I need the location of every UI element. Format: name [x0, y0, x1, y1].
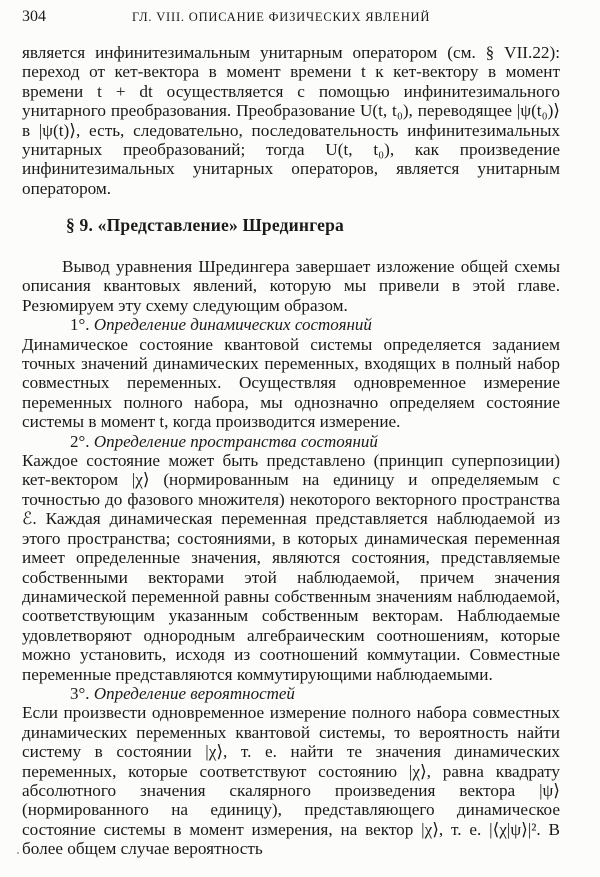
intro-text-block [22, 43, 560, 198]
item-1-paragraph: Динамическое состояние квантовой системы определяется заданием точных значений динамических переменных, входящих в полный набор совместных переменных. Осуществляя одновременное измерение переменных полного набора, мы однозначно определяем состояние системы в момент t, когда производится измерение. [22, 334, 560, 432]
section-body [22, 257, 560, 859]
item-2-heading [22, 432, 560, 451]
lead-paragraph: Вывод уравнения Шредингера завершает изложение общей схемы описания квантовых явлений, которую мы привели в этой главе. Резюмируем эту схему следующим образом. [22, 257, 560, 315]
item-3-title: Определение вероятностей [93, 683, 295, 703]
intro-paragraph: является инфинитезимальным унитарным оператором (см. § VII.22): переход от кет-вектора в момент времени t к кет-вектору в момент времени t + dt осуществляется с помощью инфинитезимального унитарного преобразования. Преобразование U(t, t₀), переводящее |ψ(t₀)⟩ в |ψ(t)⟩, есть, следовательно, последовательность инфинитезимальных унитарных преобразований; тогда U(t, t₀), как произведение инфинитезимальных унитарных операторов, является унитарным оператором. [22, 43, 560, 198]
running-head [22, 8, 578, 30]
page-number: 304 [22, 8, 46, 25]
item-1-heading [22, 315, 560, 334]
item-1-title: Определение динамических состояний [93, 315, 372, 335]
item-1-number: 1°. [70, 315, 90, 335]
item-3-heading [22, 684, 560, 703]
section-heading: § 9. «Представление» Шредингера [66, 215, 344, 235]
item-3-paragraph: Если произвести одновременное измерение полного набора совместных динамических переменных квантовой системы, то вероятность найти систему в состоянии |χ⟩, т. е. найти те значения динамических переменных, которые соответствуют состоянию |χ⟩, равна квадрату абсолютного значения скалярного произведения вектора |ψ⟩ (нормированного на единицу), представляющего динамическое состояние системы в момент измерения, на вектор |χ⟩, т. е. |⟨χ|ψ⟩|². В более общем случае вероятность [22, 703, 560, 859]
item-3-number: 3°. [70, 683, 90, 703]
item-2-number: 2°. [70, 431, 90, 451]
item-2-title: Определение пространства состояний [93, 431, 378, 451]
item-2-paragraph: Каждое состояние может быть представлено (принцип суперпозиции) кет-вектором |χ⟩ (нормированным на единицу и определяемым с точностью до фазового множителя) некоторого векторного пространства ℰ. Каждая динамическая переменная представляется наблюдаемой из этого пространства; состояниями, в которых динамическая переменная имеет определенные значения, являются состояния, представляемые собственными векторами этой наблюдаемой, причем значения динамической переменной равны собственным значениям наблюдаемой, соответствующим указанным собственным векторам. Наблюдаемые удовлетворяют однородным алгебраическим соотношениям, которые можно установить, исходя из соотношений коммутации. Совместные переменные представляются коммутирующими наблюдаемыми. [22, 451, 560, 684]
chapter-title: ГЛ. VIII. ОПИСАНИЕ ФИЗИЧЕСКИХ ЯВЛЕНИЙ [132, 10, 431, 24]
margin-speck [17, 852, 19, 854]
